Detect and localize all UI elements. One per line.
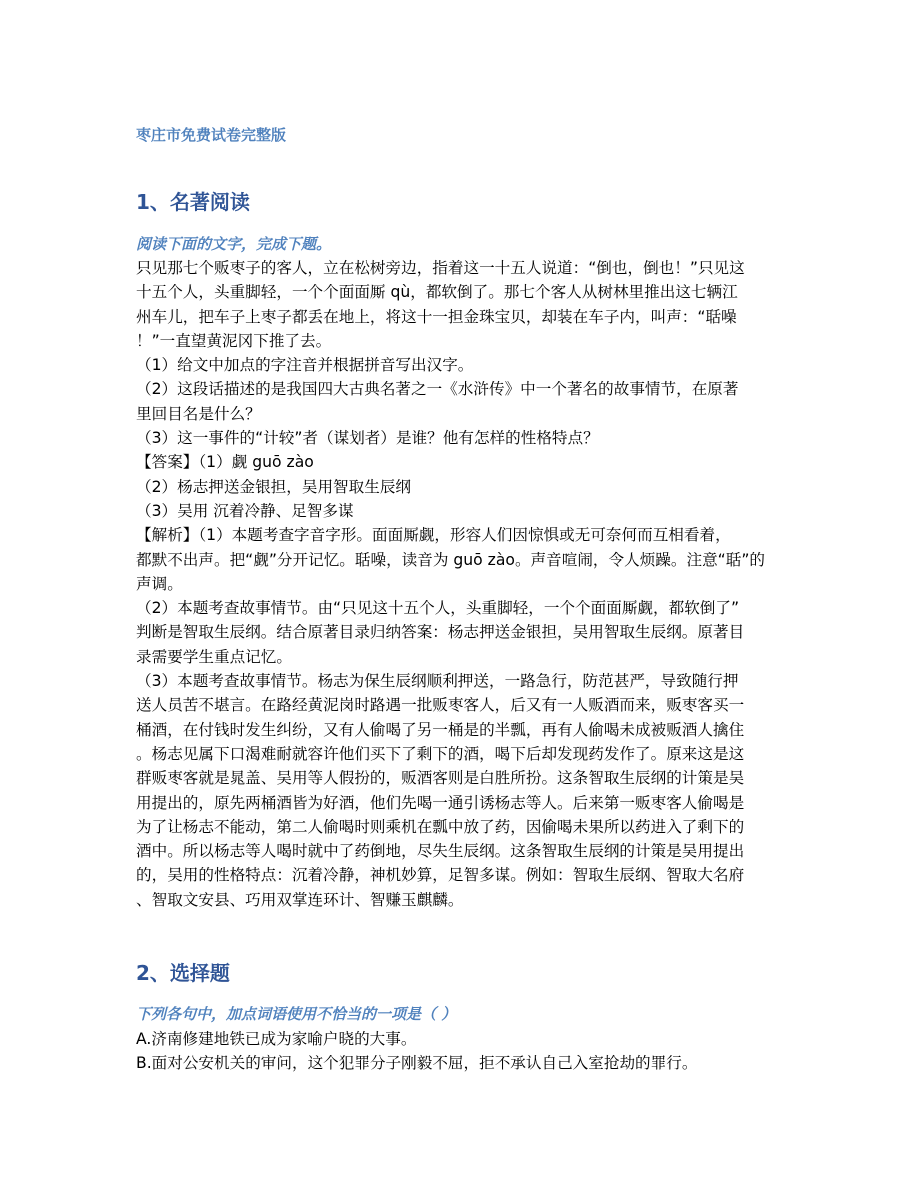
text-line: ！”一直望黄泥冈下推了去。	[136, 331, 332, 350]
text-line: 里回目名是什么？	[136, 404, 261, 423]
text-line: 桶酒，在付钱时发生纠纷，又有人偷喝了另一桶是的半瓢，再有人偷喝未成被贩酒人擒住	[136, 720, 745, 739]
text-line: （3）这一事件的“计较”者（谋划者）是谁？他有怎样的性格特点？	[136, 429, 599, 448]
text-line: 只见那七个贩枣子的客人，立在松树旁边，指着这一十五人说道：“倒也，倒也！”只见这	[136, 259, 745, 277]
text-line: （1）给文中加点的字注音并根据拼音写出汉字。	[136, 356, 474, 375]
text-line: 判断是智取生辰纲。结合原著目录归纳答案：杨志押送金银担，吴用智取生辰纲。原著目	[136, 623, 745, 642]
text-line: 、智取文安县、巧用双掌连环计、智赚玉麒麟。	[136, 890, 464, 909]
text-line: 都默不出声。把“觑”分开记忆。聒噪，读音为 guō zào。声音喧闹，令人烦躁。注意“聒”的	[136, 550, 766, 569]
text-line: 录需要学生重点记忆。	[136, 647, 292, 666]
document-title: 枣庄市免费试卷完整版	[136, 126, 287, 144]
section-body-2	[136, 1027, 796, 1076]
text-line: 【解析】（1）本题考查字音字形。面面厮觑，形容人们因惊惧或无可奈何而互相看着，	[136, 526, 731, 545]
section-instruction-1: 阅读下面的文字，完成下题。	[136, 235, 332, 253]
text-line: 州车儿，把车子上枣子都丢在地上，将这十一担金珠宝贝，却装在车子内，叫声：“聒噪	[136, 307, 737, 326]
text-line: （2）杨志押送金银担，吴用智取生辰纲	[136, 477, 412, 496]
text-line: B.面对公安机关的审问，这个犯罪分子刚毅不屈，拒不承认自己入室抢劫的罪行。	[136, 1054, 698, 1073]
text-line: （3）本题考查故事情节。杨志为保生辰纲顺利押送，一路急行，防范甚严，导致随行押	[136, 672, 739, 691]
text-line: 十五个人，头重脚轻，一个个面面厮 qù，都软倒了。那七个客人从树林里推出这七辆江	[136, 283, 738, 302]
section-heading-2: 2、选择题	[136, 961, 230, 985]
text-line: 酒中。所以杨志等人喝时就中了药倒地，尽失生辰纲。这条智取生辰纲的计策是吴用提出	[136, 842, 745, 861]
text-line: 送人员苦不堪言。在路经黄泥岗时路遇一批贩枣客人，后又有一人贩酒而来，贩枣客买一	[136, 696, 745, 715]
text-line: 为了让杨志不能动，第二人偷喝时则乘机在瓢中放了药，因偷喝未果所以药进入了剩下的	[136, 817, 745, 836]
text-line: 的，吴用的性格特点：沉着冷静，神机妙算，足智多谋。例如：智取生辰纲、智取大名府	[136, 866, 745, 885]
text-line: 用提出的，原先两桶酒皆为好酒，他们先喝一通引诱杨志等人。后来第一贩枣客人偷喝是	[136, 793, 745, 812]
text-line: （2）这段话描述的是我国四大古典名著之一《水浒传》中一个著名的故事情节，在原著	[136, 380, 739, 399]
text-line: 。杨志见属下口渴难耐就容许他们买下了剩下的酒，喝下后却发现药发作了。原来这是这	[136, 744, 745, 763]
text-line: A.济南修建地铁已成为家喻户晓的大事。	[136, 1030, 417, 1048]
text-line: 声调。	[136, 574, 183, 593]
section-instruction-2: 下列各句中，加点词语使用不恰当的一项是（ ）	[136, 1005, 457, 1023]
text-line: （3）吴用 沉着冷静、足智多谋	[136, 501, 354, 520]
text-line: 群贩枣客就是晁盖、吴用等人假扮的，贩酒客则是白胜所扮。这条智取生辰纲的计策是吴	[136, 769, 745, 788]
text-line: 【答案】（1）觑 guō zào	[136, 453, 314, 472]
section-heading-1: 1、名著阅读	[136, 190, 250, 214]
text-line: （2）本题考查故事情节。由“只见这十五个人，头重脚轻，一个个面面厮觑，都软倒了”	[136, 599, 740, 618]
section-body-1	[136, 256, 796, 912]
